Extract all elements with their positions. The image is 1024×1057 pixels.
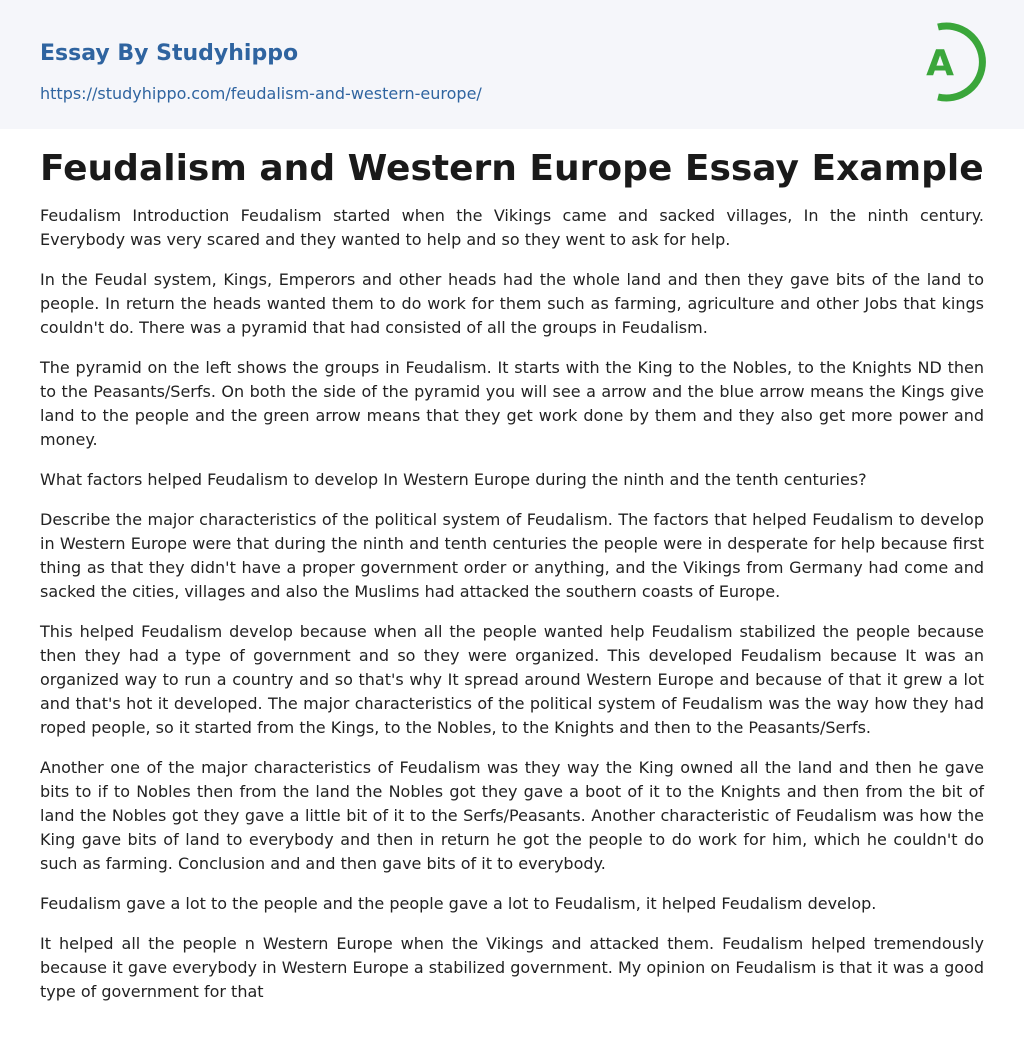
- article-paragraph: Another one of the major characteristics of Feudalism was they way the King owned all the land and then he gave bits to if to Nobles then from the land the Nobles got they gave a boot of it to the Knights and then from the bit of land the Nobles got they gave a little bit of it to the Serfs/Peasants. Another characteristic of Feudalism was how the King gave bits of land to everybody and then in return he got the people to do work for him, which he couldn't do such as farming. Conclusion and and then gave bits of it to everybody.: [40, 758, 984, 873]
- svg-text:A: A: [926, 43, 954, 84]
- article-url-link[interactable]: https://studyhippo.com/feudalism-and-western-europe/: [40, 84, 482, 103]
- article-paragraph: In the Feudal system, Kings, Emperors and other heads had the whole land and then they gave bits of the land to people. In return the heads wanted them to do work for them such as farming, agriculture and other Jobs that kings couldn't do. There was a pyramid that had consisted of all the groups in Feudalism.: [40, 270, 984, 337]
- article-paragraph: What factors helped Feudalism to develop In Western Europe during the ninth and the tenth centuries?: [40, 470, 867, 489]
- page-header: [0, 0, 1024, 129]
- article-content: [0, 129, 1024, 1004]
- article-paragraph: This helped Feudalism develop because when all the people wanted help Feudalism stabilized the people because then they had a type of government and so they were organized. This developed Feudalism because It was an organized way to run a country and so that's why It spread around Western Europe and because of that it grew a lot and that's hot it developed. The major characteristics of the political system of Feudalism was the way how they had roped people, so it started from the Kings, to the Nobles, to the Knights and then to the Peasants/Serfs.: [40, 622, 984, 737]
- article-paragraph: It helped all the people n Western Europe when the Vikings and attacked them. Feudalism helped tremendously because it gave everybody in Western Europe a stabilized government. My opinion on Feudalism is that it was a good type of government for that: [40, 934, 984, 1001]
- studyhippo-logo-icon[interactable]: [912, 19, 986, 105]
- article-paragraph: Describe the major characteristics of the political system of Feudalism. The factors that helped Feudalism to develop in Western Europe were that during the ninth and tenth centuries the people were in desperate for help because first thing as that they didn't have a proper government order or anything, and the Vikings from Germany had come and sacked the cities, villages and also the Muslims had attacked the southern coasts of Europe.: [40, 510, 984, 601]
- article-paragraph: The pyramid on the left shows the groups in Feudalism. It starts with the King to the Nobles, to the Knights ND then to the Peasants/Serfs. On both the side of the pyramid you will see a arrow and the blue arrow means the Kings give land to the people and the green arrow means that they get work done by them and they also get more power and money.: [40, 358, 984, 449]
- article-paragraph: Feudalism Introduction Feudalism started when the Vikings came and sacked villages, In the ninth century. Everybody was very scared and they wanted to help and so they went to ask for help.: [40, 206, 984, 249]
- article-title: Feudalism and Western Europe Essay Example: [40, 148, 984, 189]
- article-paragraph: Feudalism gave a lot to the people and the people gave a lot to Feudalism, it helped Feudalism develop.: [40, 894, 877, 913]
- site-brand[interactable]: Essay By Studyhippo: [40, 41, 299, 66]
